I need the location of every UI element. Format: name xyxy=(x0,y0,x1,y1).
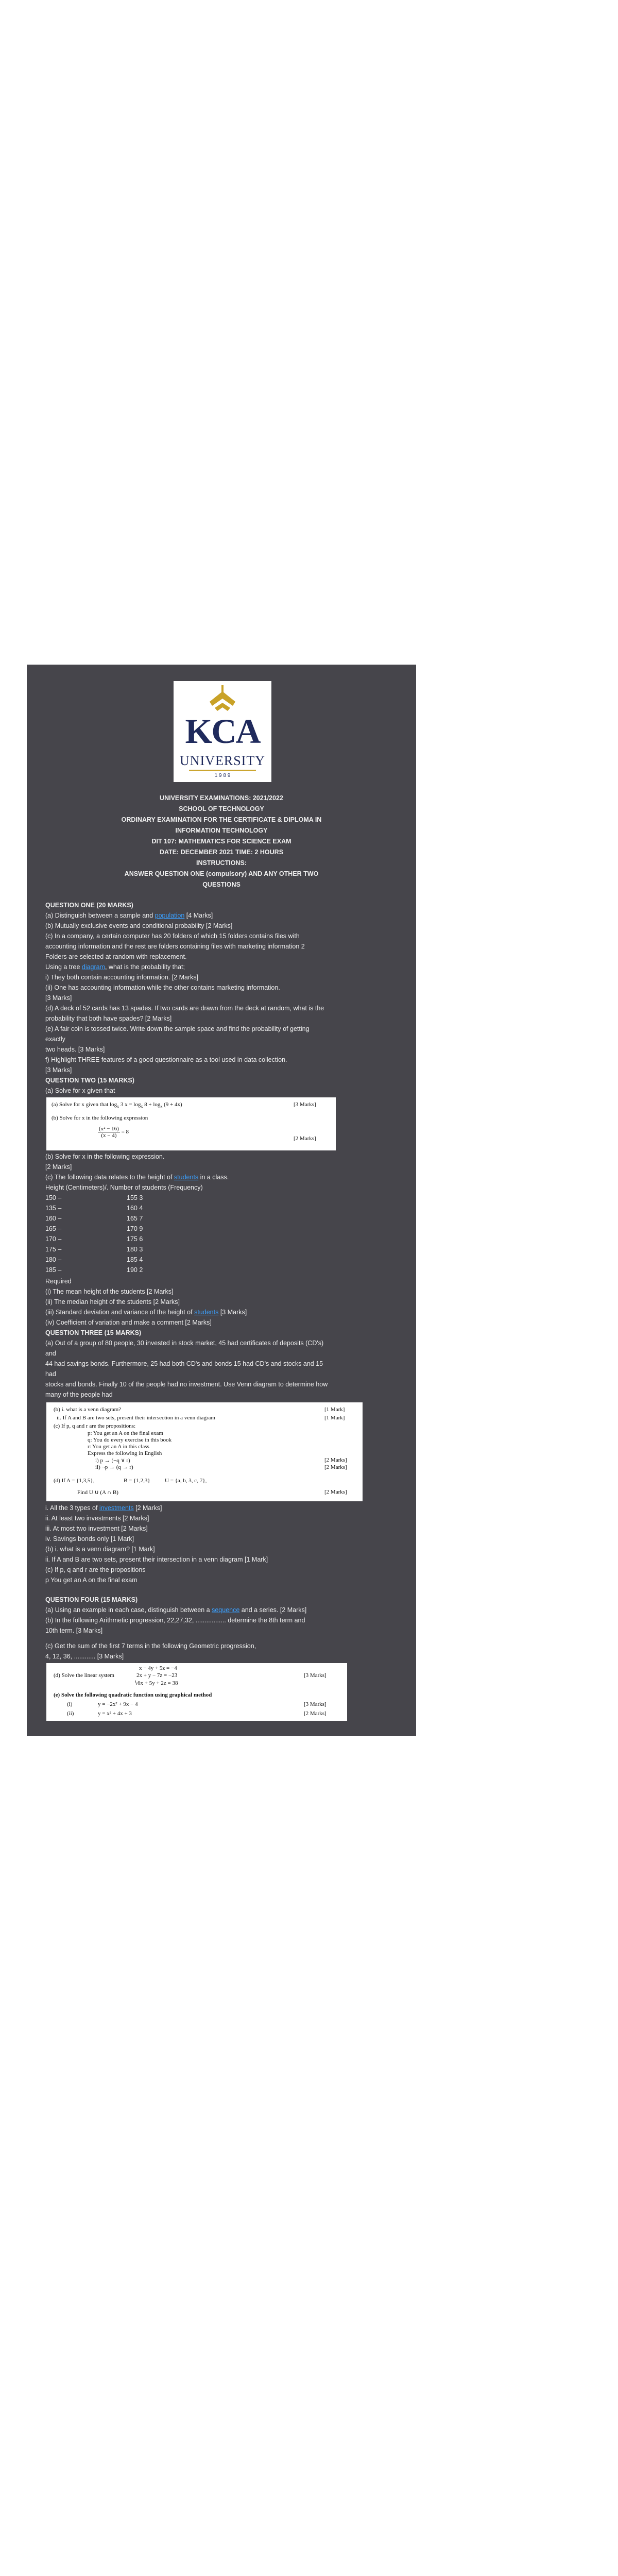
q2-table-header: Height (Centimeters)/. Number of students (Frequency) xyxy=(45,1184,203,1191)
q3-bii: ii. If A and B are two sets, present their intersection in a venn diagram [1 Mark] xyxy=(45,1556,268,1563)
q3-a6: many of the people had xyxy=(45,1391,113,1398)
q3-img-bii: ii. If A and B are two sets, present their intersection in a venn diagram xyxy=(57,1415,215,1421)
q3-img-b: (b) i. what is a venn diagram? xyxy=(54,1406,122,1413)
q2-a: (a) Solve for x given that xyxy=(45,1087,115,1094)
q3-img-bii-marks: [1 Mark] xyxy=(324,1415,345,1421)
q4-a: (a) Using an example in each case, distinguish between a sequence and a series. [2 Marks] xyxy=(45,1606,307,1614)
q2-img-b-marks: [2 Marks] xyxy=(294,1136,316,1142)
q3-img-p: p: You get an A on the final exam xyxy=(88,1430,163,1436)
q3-img-find-marks: [2 Marks] xyxy=(324,1489,347,1495)
q2-img-b: (b) Solve for x in the following expression xyxy=(52,1115,148,1121)
q2-r2: (ii) The median height of the students [2 Marks] xyxy=(45,1298,180,1306)
q1-e2: exactly xyxy=(45,1036,65,1043)
q3-img-c: (c) If p, q and r are the propositions: xyxy=(54,1423,136,1429)
q3-iv: iv. Savings bonds only [1 Mark] xyxy=(45,1535,134,1543)
header-line-3: ORDINARY EXAMINATION FOR THE CERTIFICATE & DIPLOMA IN xyxy=(121,816,322,823)
q2-img-a-marks: [3 Marks] xyxy=(294,1101,316,1108)
q3-c: (c) If p, q and r are the propositions xyxy=(45,1566,146,1573)
q2-r4: (iv) Coefficient of variation and make a comment [2 Marks] xyxy=(45,1319,212,1326)
exam-document xyxy=(27,665,416,1736)
link-population[interactable]: population xyxy=(154,912,185,919)
header-line-5: DIT 107: MATHEMATICS FOR SCIENCE EXAM xyxy=(151,838,291,845)
q3-img-express: Express the following in English xyxy=(88,1450,162,1456)
q1-a: (a) Distinguish between a sample and population [4 Marks] xyxy=(45,912,213,919)
q1-f2: [3 Marks] xyxy=(45,1066,72,1074)
q2-r3: (iii) Standard deviation and variance of the height of students [3 Marks] xyxy=(45,1309,247,1316)
link-sequence[interactable]: sequence xyxy=(212,1606,240,1614)
q4-img-eq2: 2x + y − 7z = −23 xyxy=(136,1672,178,1679)
link-diagram[interactable]: diagram xyxy=(81,963,106,971)
q2-b: (b) Solve for x in the following expression. xyxy=(45,1153,165,1160)
q4-img-ei-marks: [3 Marks] xyxy=(304,1701,327,1707)
q2-c: (c) The following data relates to the height of students in a class. xyxy=(45,1174,229,1181)
q4-title: QUESTION FOUR (15 MARKS) xyxy=(45,1596,138,1603)
q4-img-e: (e) Solve the following quadratic function using graphical method xyxy=(54,1692,212,1698)
q3-a1: (a) Out of a group of 80 people, 30 invested in stock market, 45 had certificates of deposits (CD's) xyxy=(45,1340,324,1347)
q4-c2: 4, 12, 36, ............ [3 Marks] xyxy=(45,1653,124,1660)
q4-b1: (b) In the following Arithmetic progression, 22,27,32, ................. determine the 8th term and xyxy=(45,1617,305,1624)
header-line-4: INFORMATION TECHNOLOGY xyxy=(175,827,268,834)
q3-a2: and xyxy=(45,1350,56,1357)
table-row: 150 – 155 3 xyxy=(45,1194,143,1201)
q3-cp: p You get an A on the final exam xyxy=(45,1577,138,1584)
q1-d1: (d) A deck of 52 cards has 13 spades. If two cards are drawn from the deck at random, what is the xyxy=(45,1005,324,1012)
q2-r1: (i) The mean height of the students [2 Marks] xyxy=(45,1288,174,1295)
header-line-9: QUESTIONS xyxy=(202,881,241,888)
q4-c1: (c) Get the sum of the first 7 terms in the following Geometric progression, xyxy=(45,1642,256,1650)
q3-img-i-marks: [2 Marks] xyxy=(324,1457,347,1463)
q3-img-d-b: B = {1,2,3} xyxy=(124,1478,150,1484)
q4-img-ei: (i) xyxy=(67,1701,73,1707)
logo-initials: KCA xyxy=(185,711,260,751)
q2-b2: [2 Marks] xyxy=(45,1163,72,1171)
q1-b: (b) Mutually exclusive events and conditional probability [2 Marks] xyxy=(45,922,233,929)
q4-img-eq1: x − 4y + 5z = −4 xyxy=(139,1665,177,1671)
q2-img-fraction: $\frac{\text{(x² − 16)}}{(x - 4)}$ = 8 xyxy=(99,1126,129,1139)
q3-img-q: q: You do every exercise in this book xyxy=(88,1437,172,1443)
q3-img-i: i) p → (¬q ∨ r) xyxy=(95,1458,130,1464)
q3-a5: stocks and bonds. Finally 10 of the people had no investment. Use Venn diagram to determine how xyxy=(45,1381,328,1388)
logo-name: UNIVERSITY xyxy=(180,753,265,768)
logo-tagline: 1 9 8 9 xyxy=(214,773,231,778)
q1-f1: f) Highlight THREE features of a good questionnaire as a tool used in data collection. xyxy=(45,1056,287,1063)
q3-image xyxy=(46,1402,363,1501)
q4-image xyxy=(46,1663,347,1721)
link-students-2[interactable]: students xyxy=(194,1309,219,1316)
header-line-2: SCHOOL OF TECHNOLOGY xyxy=(179,805,264,812)
q4-img-ei-eq: y = −2x² + 9x − 4 xyxy=(98,1701,138,1707)
q3-img-d-u: U = {a, b, 3, c, 7}, xyxy=(165,1478,207,1484)
q3-img-r: r: You get an A in this class xyxy=(88,1444,149,1450)
q1-d2: probability that both have spades? [2 Marks] xyxy=(45,1015,172,1022)
table-row: 135 – 160 4 xyxy=(45,1205,143,1212)
q4-img-d: (d) Solve the linear system xyxy=(54,1672,114,1679)
q4-img-eq3: ∖6x + 5y + 2z = 38 xyxy=(134,1680,178,1686)
q4-img-eii-eq: y = x² + 4x + 3 xyxy=(98,1710,132,1717)
q3-ii: ii. At least two investments [2 Marks] xyxy=(45,1515,149,1522)
q3-title: QUESTION THREE (15 MARKS) xyxy=(45,1329,142,1336)
q1-c2: accounting information and the rest are folders containing files with marketing information 2 xyxy=(45,943,305,950)
q4-img-eii: (ii) xyxy=(67,1710,74,1717)
q1-c6: (ii) One has accounting information while the other contains marketing information. xyxy=(45,984,280,991)
q1-c4: Using a tree diagram, what is the probability that; xyxy=(45,963,185,971)
q1-c7: [3 Marks] xyxy=(45,994,72,1002)
table-row: 170 – 175 6 xyxy=(45,1235,143,1243)
q3-a4: had xyxy=(45,1370,56,1378)
q3-img-ii: ii) ¬p → (q → r) xyxy=(95,1464,133,1470)
table-row: 185 – 190 2 xyxy=(45,1266,143,1274)
q3-bi: (b) i. what is a venn diagram? [1 Mark] xyxy=(45,1546,155,1553)
q4-b2: 10th term. [3 Marks] xyxy=(45,1627,103,1634)
q1-e1: (e) A fair coin is tossed twice. Write down the sample space and find the probability of getting xyxy=(45,1025,310,1032)
link-investments[interactable]: investments xyxy=(99,1504,134,1512)
logo-divider xyxy=(189,770,256,771)
q3-img-d: (d) If A = {1,3,5}, xyxy=(54,1478,95,1484)
q4-img-eii-marks: [2 Marks] xyxy=(304,1710,327,1717)
q2-required: Required xyxy=(45,1278,72,1285)
q1-c3: Folders are selected at random with replacement. xyxy=(45,953,187,960)
university-logo xyxy=(174,681,271,782)
q4-img-d-marks: [3 Marks] xyxy=(304,1672,327,1679)
q2-title: QUESTION TWO (15 MARKS) xyxy=(45,1077,134,1084)
q3-img-ii-marks: [2 Marks] xyxy=(324,1464,347,1470)
header-line-6: DATE: DECEMBER 2021 TIME: 2 HOURS xyxy=(159,849,284,856)
q1-c5: i) They both contain accounting information. [2 Marks] xyxy=(45,974,199,981)
table-row: 165 – 170 9 xyxy=(45,1225,143,1232)
q2-img-a: (a) Solve for x given that $\log_x 3$ $x = \log_x 8 + \log_x (9 + 4x)$ xyxy=(52,1101,182,1109)
link-students[interactable]: students xyxy=(174,1174,199,1181)
header-line-7: INSTRUCTIONS: xyxy=(196,859,247,867)
q1-e3: two heads. [3 Marks] xyxy=(45,1046,105,1053)
q2-image xyxy=(46,1097,336,1150)
q1-title: QUESTION ONE (20 MARKS) xyxy=(45,902,133,909)
header-line-1: UNIVERSITY EXAMINATIONS: 2021/2022 xyxy=(160,794,283,802)
q3-a3: 44 had savings bonds. Furthermore, 25 had both CD's and bonds 15 had CD's and stocks and 15 xyxy=(45,1360,323,1367)
q3-img-find: Find U ∪ (A ∩ B) xyxy=(77,1489,118,1496)
table-row: 180 – 185 4 xyxy=(45,1256,143,1263)
table-row: 175 – 180 3 xyxy=(45,1246,143,1253)
q3-img-b-marks: [1 Mark] xyxy=(324,1406,345,1413)
q3-iii: iii. At most two investment [2 Marks] xyxy=(45,1525,148,1532)
table-row: 160 – 165 7 xyxy=(45,1215,143,1222)
header-line-8: ANSWER QUESTION ONE (compulsory) AND ANY OTHER TWO xyxy=(124,870,319,877)
q1-c1: (c) In a company, a certain computer has 20 folders of which 15 folders contains files with xyxy=(45,933,300,940)
q3-i: i. All the 3 types of investments [2 Marks] xyxy=(45,1504,162,1512)
